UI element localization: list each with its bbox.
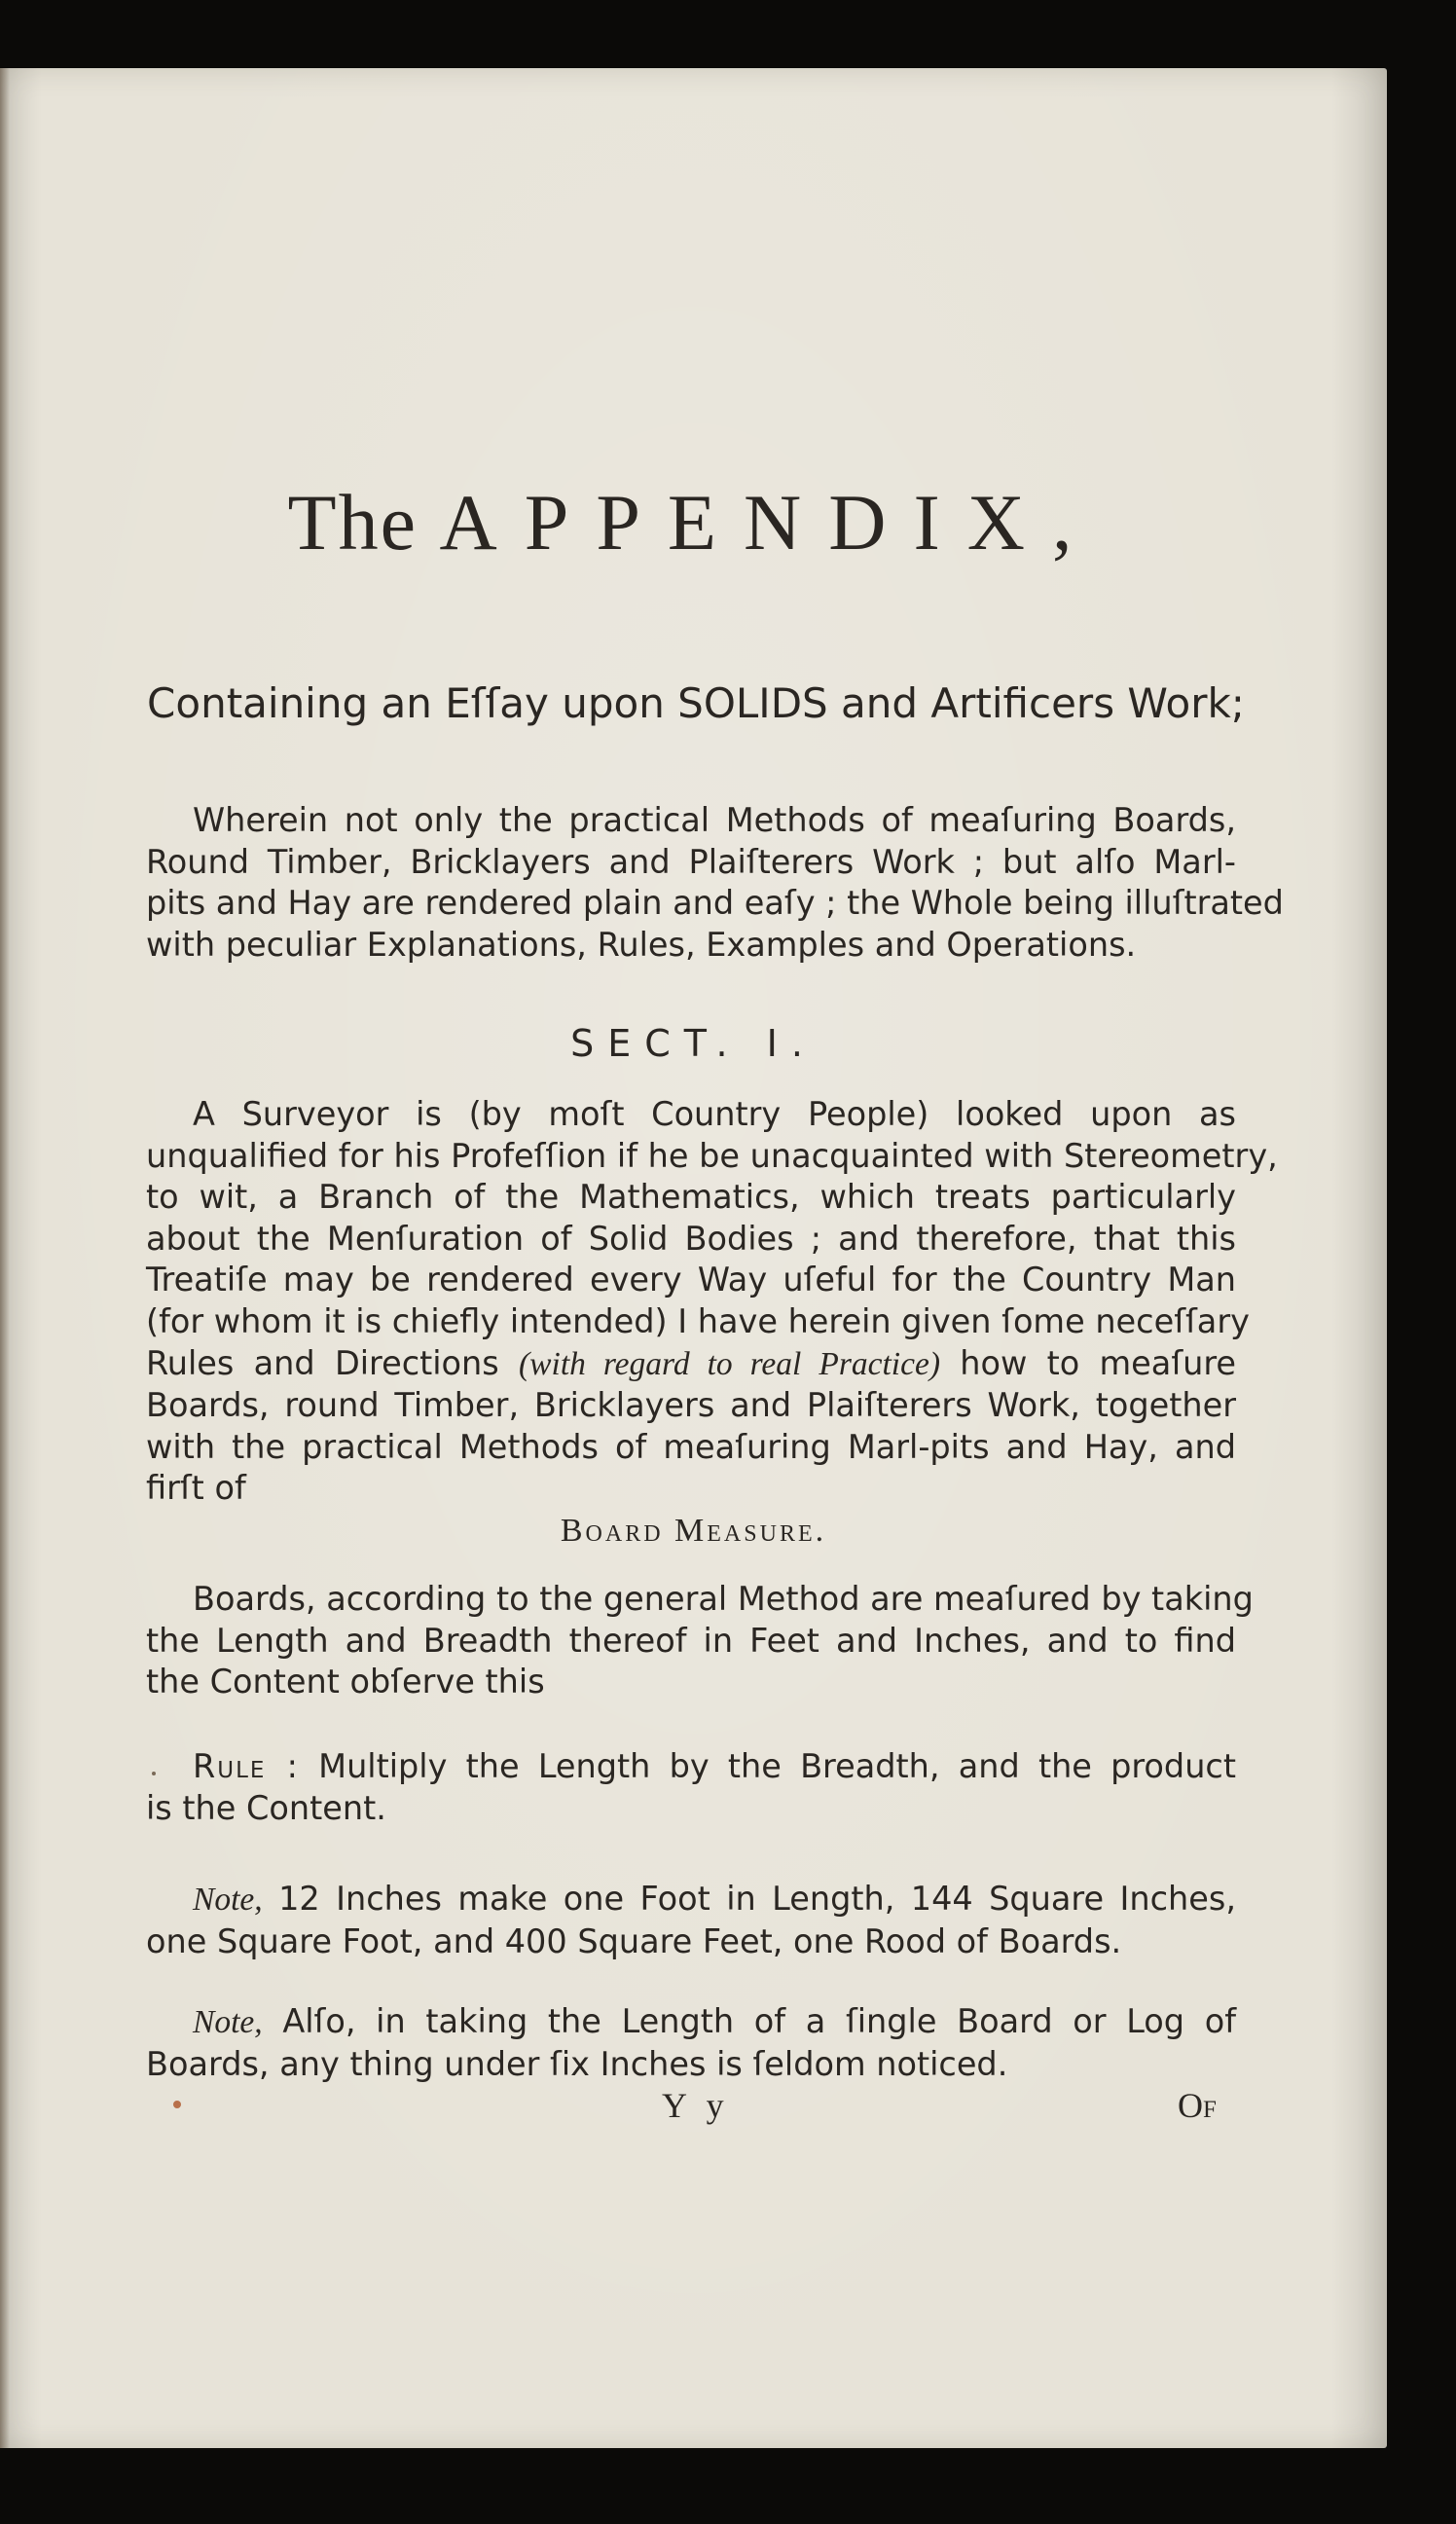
italic-phrase: (with regard to real Practice) [519,1345,940,1382]
intro-line: Wherein not only the practical Methods of meaſuring Boards, [193,801,1236,839]
intro-line: pits and Hay are rendered plain and eaſy ; the Whole being illuſtrated [146,884,1284,922]
section-heading: SECT. I. [570,1022,817,1065]
para-text: Rules and Directions [146,1343,520,1382]
para-line: (for whom it is chiefly intended) I have herein given ſome neceſſary [146,1301,1250,1340]
title-lead: The [287,478,418,567]
subtitle: Containing an Eſſay upon SOLIDS and Artificers Work; [147,679,1245,727]
title-main: APPENDIX, [439,478,1100,567]
rule-paragraph [146,1746,1236,1829]
note-paragraph-1 [146,1879,1236,1962]
board-measure-heading: Board Measure. [560,1513,827,1549]
note-paragraph-2 [146,2001,1236,2085]
para-text: how to meaſure [939,1343,1236,1382]
para-line: with the practical Methods of meaſuring Marl-pits and Hay, and [146,1427,1236,1466]
rule-text: Multiply the Length by the Breadth, and the product [299,1747,1236,1785]
note-label: Note, [193,1882,263,1918]
intro-paragraph [146,800,1284,966]
note-text: 12 Inches make one Foot in Length, 144 Square Inches, [262,1880,1236,1918]
catchword: Of [1178,2086,1217,2125]
para-line: Boards, round Timber, Bricklayers and Plaiſterers Work, together [146,1386,1236,1425]
para-line-with-italic [146,1343,1236,1386]
foxing-spot [173,2101,181,2108]
book-page [0,68,1387,2448]
note-label: Note, [193,2004,263,2040]
rule-line [146,1746,1236,1788]
para-line: Boards, according to the general Method are meaſured by taking [193,1580,1254,1618]
para-line: the Length and Breadth thereof in Feet and Inches, and to find [146,1621,1236,1660]
note-line: one Square Foot, and 400 Square Feet, one Rood of Boards. [146,1921,1122,1960]
para-line: the Content obſerve this [146,1663,545,1701]
paragraph-sect-1 [146,1094,1278,1510]
note-line: Boards, any thing under ſix Inches is ſeldom noticed. [146,2044,1008,2083]
note-line [146,2001,1236,2044]
paragraph-boards [146,1579,1254,1703]
foxing-spot [152,1772,156,1775]
para-line: Treatiſe may be rendered every Way uſeful for the Country Man [146,1261,1236,1299]
para-line: about the Menſuration of Solid Bodies ; and therefore, that this [146,1219,1236,1258]
para-line: A Surveyor is (by moſt Country People) looked upon as [193,1095,1236,1133]
page-title [0,477,1387,568]
note-text: Alſo, in taking the Length of a ſingle Board or Log of [262,2002,1236,2040]
note-line [146,1879,1236,1921]
rule-label: Rule : [193,1747,300,1785]
page-gutter-shadow [0,68,10,2448]
intro-line: Round Timber, Bricklayers and Plaiſterers Work ; but alſo Marl- [146,842,1236,881]
rule-line: is the Content. [146,1788,386,1827]
para-line: unqualified for his Profeſſion if he be unacquainted with Stereometry, [146,1136,1278,1175]
signature-mark: Y y [662,2086,730,2125]
para-line: to wit, a Branch of the Mathematics, which treats particularly [146,1178,1236,1217]
para-line: firſt of [146,1469,246,1508]
intro-line: with peculiar Explanations, Rules, Examples and Operations. [146,925,1137,964]
